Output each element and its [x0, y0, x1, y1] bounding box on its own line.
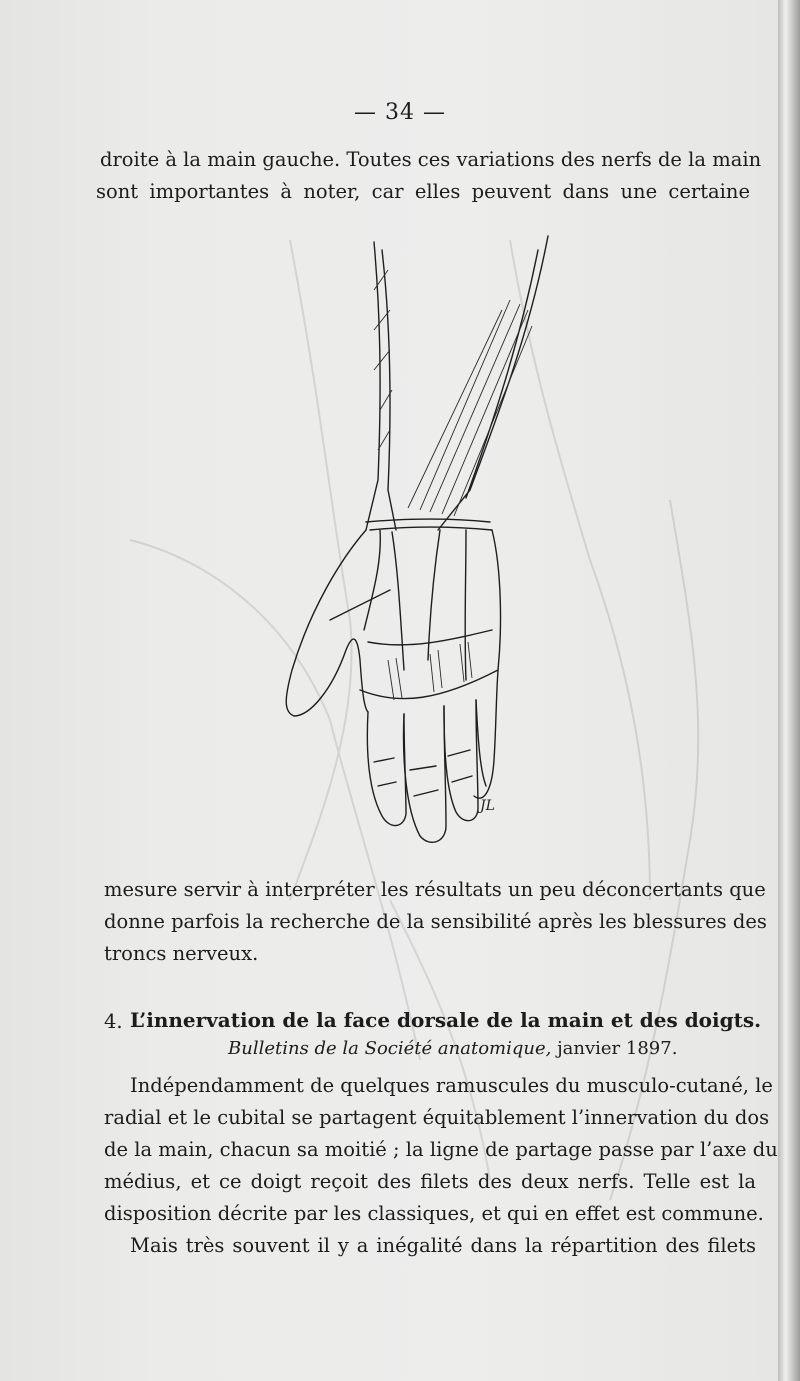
- paragraph-line: sont importantes à noter, car elles peuvent dans une certaine: [96, 180, 750, 203]
- section-citation: [228, 1038, 728, 1059]
- page-number: — 34 —: [354, 100, 446, 125]
- hand-dorsal-nerve-illustration: [270, 230, 560, 850]
- artist-signature: JL: [480, 798, 495, 814]
- citation-journal: Bulletins de la Société anatomique,: [228, 1038, 552, 1059]
- paragraph-line: de la main, chacun sa moitié ; la ligne de partage passe par l’axe du: [104, 1138, 778, 1161]
- page-edge: [778, 0, 800, 1381]
- paragraph-line: médius, et ce doigt reçoit des filets des deux nerfs. Telle est la: [104, 1170, 756, 1193]
- citation-date: janvier 1897.: [557, 1038, 678, 1059]
- section-title: L’innervation de la face dorsale de la main et des doigts.: [130, 1008, 762, 1032]
- paragraph-line: donne parfois la recherche de la sensibilité après les blessures des: [104, 910, 767, 933]
- paragraph-line: troncs nerveux.: [104, 942, 259, 965]
- section-number: 4.: [104, 1010, 123, 1033]
- paragraph-line: Mais très souvent il y a inégalité dans la répartition des filets: [130, 1234, 756, 1257]
- paragraph-line: mesure servir à interpréter les résultats un peu déconcertants que: [104, 878, 766, 901]
- paragraph-line: droite à la main gauche. Toutes ces variations des nerfs de la main: [100, 148, 762, 171]
- paragraph-line: Indépendamment de quelques ramuscules du musculo-cutané, le: [130, 1074, 773, 1097]
- paragraph-line: radial et le cubital se partagent équitablement l’innervation du dos: [104, 1106, 770, 1129]
- paragraph-line: disposition décrite par les classiques, et qui en effet est commune.: [104, 1202, 764, 1225]
